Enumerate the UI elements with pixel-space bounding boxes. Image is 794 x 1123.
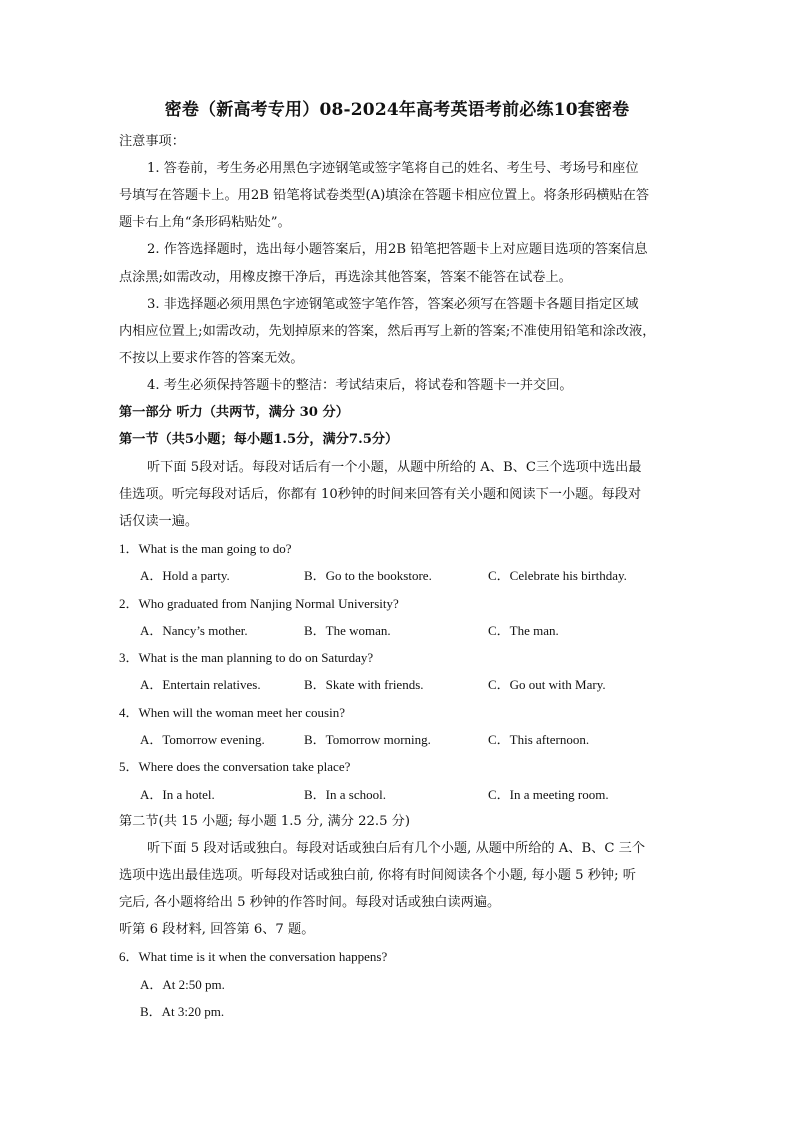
section2-intro-line: 听下面 5 段对话或独白。每段对话或独白后有几个小题, 从题中所给的 A、B、C 三个 (147, 841, 646, 856)
notes-line: 内相应位置上;如需改动，先划掉原来的答案，然后再写上新的答案;不准使用铅笔和涂改液， (119, 324, 656, 339)
notes-line: 不按以上要求作答的答案无效。 (119, 351, 304, 366)
section2-intro-line: 选项中选出最佳选项。听每段对话或独白前, 你将有时间阅读各个小题, 每小题 5 秒钟; 听 (119, 868, 636, 883)
part1-heading: 第一部分 听力（共两节，满分 30 分） (119, 405, 349, 420)
section1-intro-line: 听下面 5段对话。每段对话后有一个小题，从题中所给的 A、B、C三个选项中选出最 (147, 460, 642, 475)
notes-line: 4. 考生必须保持答题卡的整洁：考试结束后，将试卷和答题卡一并交回。 (147, 378, 573, 393)
option-b: B．Go to the bookstore. (304, 568, 432, 583)
section1-heading: 第一节（共5小题；每小题1.5分，满分7.5分） (119, 432, 399, 447)
question-stem: 4．When will the woman meet her cousin? (119, 705, 345, 720)
option-a: A．Entertain relatives. (140, 677, 261, 692)
material-instruction: 听第 6 段材料, 回答第 6、7 题。 (119, 922, 315, 937)
notes-line: 号填写在答题卡上。用2B 铅笔将试卷类型(A)填涂在答题卡相应位置上。将条形码横贴在答 (119, 188, 650, 203)
notes-line: 题卡右上角“条形码粘贴处”。 (119, 215, 291, 230)
option-a: A．At 2:50 pm. (140, 977, 225, 992)
option-c: C．This afternoon. (488, 732, 590, 747)
option-c: C．In a meeting room. (488, 787, 609, 802)
option-b: B．At 3:20 pm. (140, 1004, 225, 1019)
option-a: A．Nancy’s mother. (140, 623, 248, 638)
notes-line: 点涂黑;如需改动，用橡皮擦干净后，再选涂其他答案，答案不能答在试卷上。 (119, 270, 572, 285)
section1-intro-line: 话仅读一遍。 (119, 514, 199, 529)
page-title: 密卷（新高考专用）08-2024年高考英语考前必练10套密卷 (164, 100, 630, 120)
notes-line: 2. 作答选择题时，选出每小题答案后，用2B 铅笔把答题卡上对应题目选项的答案信息 (147, 242, 648, 257)
option-b: B．Skate with friends. (304, 677, 424, 692)
option-a: A．Hold a party. (140, 568, 230, 583)
question-stem: 3．What is the man planning to do on Saturday? (119, 650, 374, 665)
option-b: B．In a school. (304, 787, 386, 802)
section1-intro-line: 佳选项。听完每段对话后，你都有 10秒钟的时间来回答有关小题和阅读下一小题。每段对 (119, 487, 642, 502)
option-a: A．Tomorrow evening. (140, 732, 265, 747)
question-stem: 5．Where does the conversation take place? (119, 759, 351, 774)
section2-heading: 第二节(共 15 小题; 每小题 1.5 分, 满分 22.5 分) (119, 814, 411, 829)
notes-line: 3. 非选择题必须用黑色字迹钢笔或签字笔作答，答案必须写在答题卡各题目指定区域 (147, 297, 639, 312)
section2-intro-line: 完后, 各小题将给出 5 秒钟的作答时间。每段对话或独白读两遍。 (119, 895, 501, 910)
question-stem: 2．Who graduated from Nanjing Normal University? (119, 596, 399, 611)
option-c: C．Celebrate his birthday. (488, 568, 627, 583)
option-b: B．Tomorrow morning. (304, 732, 431, 747)
question-stem: 6．What time is it when the conversation happens? (119, 949, 388, 964)
option-b: B．The woman. (304, 623, 391, 638)
option-c: C．The man. (488, 623, 559, 638)
question-stem: 1．What is the man going to do? (119, 541, 292, 556)
notes-line: 1. 答卷前，考生务必用黑色字迹钢笔或签字笔将自己的姓名、考生号、考场号和座位 (147, 161, 639, 176)
option-a: A．In a hotel. (140, 787, 215, 802)
notes-heading: 注意事项： (119, 134, 185, 149)
option-c: C．Go out with Mary. (488, 677, 606, 692)
